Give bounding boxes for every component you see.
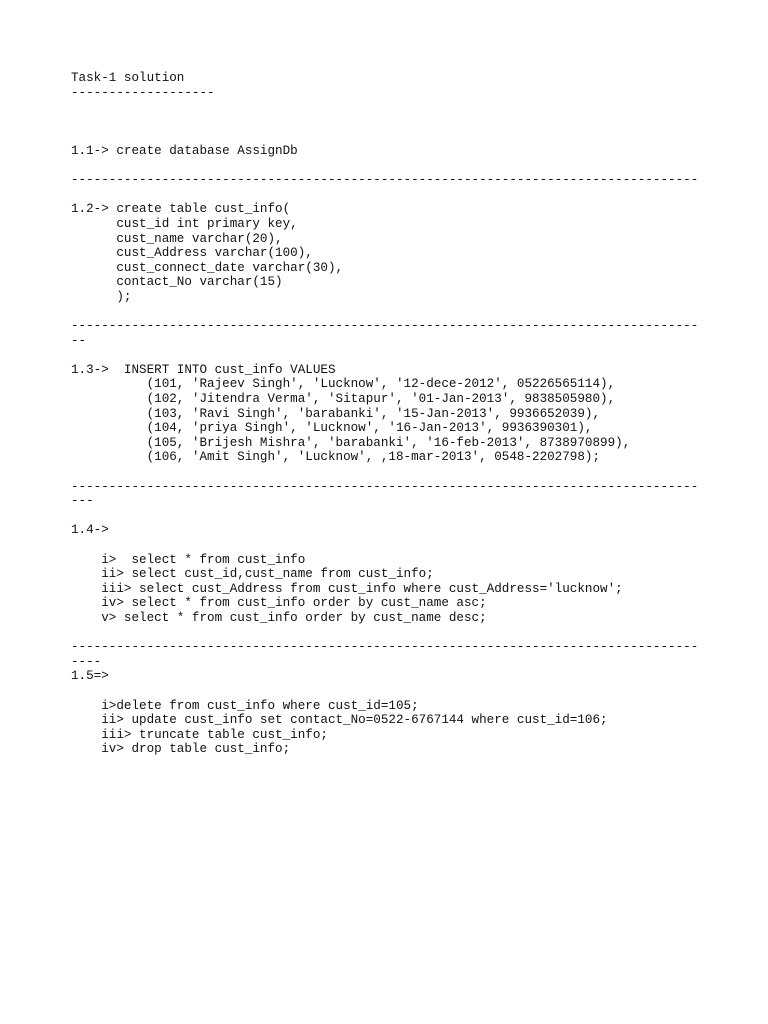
- blank-line: [71, 188, 731, 203]
- section-1-4-heading: 1.4->: [71, 523, 109, 538]
- code-line: cust_id int primary key,: [71, 216, 298, 231]
- code-line: contact_No varchar(15): [71, 275, 283, 290]
- separator-line: -----------------------------------------------------------------------------------: [71, 640, 699, 655]
- code-line: i>delete from cust_info where cust_id=105;: [71, 698, 419, 713]
- code-line: iii> select cust_Address from cust_info where cust_Address='lucknow';: [71, 581, 623, 596]
- code-line: ii> update cust_info set contact_No=0522-6767144 where cust_id=106;: [71, 713, 608, 728]
- code-line: (101, 'Rajeev Singh', 'Lucknow', '12-dece-2012', 05226565114),: [71, 377, 616, 392]
- blank-line: [71, 509, 731, 524]
- section-1-1-heading: 1.1-> create database AssignDb: [71, 143, 298, 158]
- code-line: (102, 'Jitendra Verma', 'Sitapur', '01-Jan-2013', 9838505980),: [71, 392, 616, 407]
- blank-line: [71, 100, 731, 115]
- code-line: (105, 'Brijesh Mishra', 'barabanki', '16-feb-2013', 8738970899),: [71, 435, 631, 450]
- blank-line: [71, 348, 731, 363]
- blank-line: [71, 684, 731, 699]
- doc-title: Task-1 solution: [71, 71, 185, 85]
- blank-line: [71, 538, 731, 553]
- code-line: v> select * from cust_info order by cust_name desc;: [71, 610, 487, 625]
- section-1-3-heading: 1.3-> INSERT INTO cust_info VALUES: [71, 362, 336, 377]
- separator-line: -----------------------------------------------------------------------------------: [71, 319, 699, 334]
- code-line: iv> select * from cust_info order by cust_name asc;: [71, 596, 487, 611]
- code-line: (104, 'priya Singh', 'Lucknow', '16-Jan-2013', 9936390301),: [71, 421, 593, 436]
- title-underline: -------------------: [71, 85, 215, 100]
- document-page: [71, 71, 731, 757]
- separator-wrap: --: [71, 333, 87, 348]
- code-line: cust_Address varchar(100),: [71, 246, 313, 261]
- code-line: i> select * from cust_info: [71, 552, 306, 567]
- separator-line: -----------------------------------------------------------------------------------: [71, 479, 699, 494]
- code-line: iii> truncate table cust_info;: [71, 727, 328, 742]
- code-line: ii> select cust_id,cust_name from cust_info;: [71, 567, 434, 582]
- code-line: (106, 'Amit Singh', 'Lucknow', ,18-mar-2013', 0548-2202798);: [71, 450, 601, 465]
- code-line: (103, 'Ravi Singh', 'barabanki', '15-Jan-2013', 9936652039),: [71, 406, 601, 421]
- separator-wrap: ---: [71, 494, 94, 509]
- blank-line: [71, 115, 731, 130]
- code-line: cust_connect_date varchar(30),: [71, 260, 344, 275]
- blank-line: [71, 159, 731, 174]
- section-1-2-heading: 1.2-> create table cust_info(: [71, 202, 291, 217]
- code-line: cust_name varchar(20),: [71, 231, 283, 246]
- blank-line: [71, 305, 731, 320]
- separator-wrap: ----: [71, 654, 102, 669]
- section-1-5-heading: 1.5=>: [71, 669, 109, 684]
- code-line: );: [71, 289, 132, 304]
- blank-line: [71, 626, 731, 641]
- blank-line: [71, 129, 731, 144]
- separator-line: -----------------------------------------------------------------------------------: [71, 173, 699, 188]
- blank-line: [71, 465, 731, 480]
- code-line: iv> drop table cust_info;: [71, 742, 291, 757]
